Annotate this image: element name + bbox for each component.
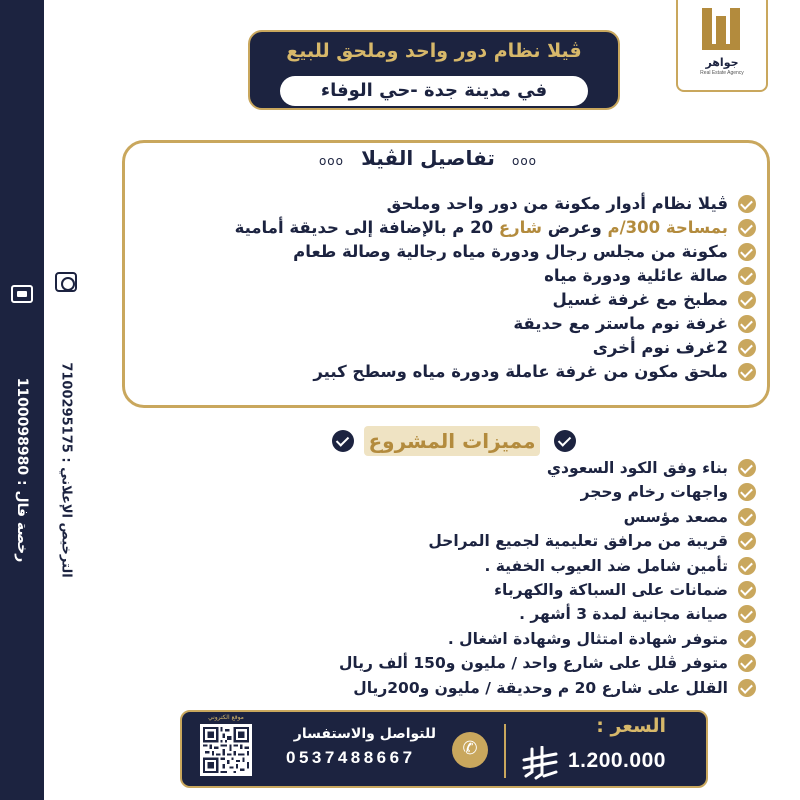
list-item: ملحق مكون من غرفة عاملة ودورة مياه وسطح كبير bbox=[235, 360, 758, 384]
check-icon bbox=[738, 315, 756, 333]
check-icon bbox=[738, 339, 756, 357]
company-logo bbox=[676, 0, 768, 92]
price-contact-footer bbox=[180, 710, 708, 788]
riyal-icon bbox=[522, 746, 558, 780]
footer-divider bbox=[504, 724, 506, 778]
logo-mark-icon bbox=[700, 8, 744, 54]
list-item: تأمين شامل ضد العيوب الخفية . bbox=[339, 554, 758, 578]
list-item: 2غرف نوم أخرى bbox=[235, 336, 758, 360]
list-item: متوفر ڤلل على شارع واحد / مليون و150 ألف ريال bbox=[339, 651, 758, 675]
location-subtitle: في مدينة جدة -حي الوفاء bbox=[280, 76, 588, 106]
list-item: صيانة مجانية لمدة 3 أشهر . bbox=[339, 602, 758, 626]
check-icon bbox=[738, 291, 756, 309]
ad-license-text: الترخيص الإعلاني : 7100295175 bbox=[58, 362, 74, 578]
details-heading-text: تفاصيل الڤيلا bbox=[361, 146, 495, 170]
phone-icon[interactable] bbox=[452, 732, 488, 768]
check-circle-icon bbox=[332, 430, 354, 452]
check-icon bbox=[738, 195, 756, 213]
check-icon bbox=[738, 581, 756, 599]
check-icon bbox=[738, 679, 756, 697]
logo-subtitle: Real Estate Agency bbox=[700, 70, 744, 76]
page-title: ڤيلا نظام دور واحد وملحق للبيع bbox=[286, 40, 582, 62]
id-card-icon bbox=[11, 285, 33, 303]
features-list bbox=[339, 456, 758, 700]
check-icon bbox=[738, 532, 756, 550]
list-item: صالة عائلية ودورة مياه bbox=[235, 264, 758, 288]
list-item: القلل على شارع 20 م وحديقة / مليون و200ريال bbox=[339, 676, 758, 700]
check-icon bbox=[738, 219, 756, 237]
check-icon bbox=[738, 557, 756, 575]
check-icon bbox=[738, 459, 756, 477]
decor-dots-icon: ooo bbox=[512, 154, 538, 168]
title-banner bbox=[248, 30, 620, 110]
list-item: قريبة من مرافق تعليمية لجميع المراحل bbox=[339, 529, 758, 553]
check-icon bbox=[738, 654, 756, 672]
list-item: غرفة نوم ماستر مع حديقة bbox=[235, 312, 758, 336]
check-icon bbox=[738, 243, 756, 261]
logo-name: جواهر bbox=[705, 56, 739, 69]
list-item: مصعد مؤسس bbox=[339, 505, 758, 529]
list-item: بمساحة 300/م وعرض شارع 20 م بالإضافة إلى حديقة أمامية bbox=[235, 216, 758, 240]
license-badge-icon bbox=[55, 272, 77, 292]
list-item: ضمانات على السباكة والكهرباء bbox=[339, 578, 758, 602]
qr-code-icon[interactable] bbox=[200, 724, 252, 776]
price-value: 1.200.000 bbox=[568, 749, 666, 772]
contact-label: للتواصل والاستفسار bbox=[293, 726, 436, 742]
price-label: السعر : bbox=[596, 715, 666, 737]
list-item: مطبخ مع غرفة غسيل bbox=[235, 288, 758, 312]
details-heading bbox=[296, 146, 560, 174]
list-item: واجهات رخام وحجر bbox=[339, 480, 758, 504]
check-icon bbox=[738, 483, 756, 501]
check-circle-icon bbox=[554, 430, 576, 452]
features-header bbox=[330, 424, 580, 458]
check-icon bbox=[738, 508, 756, 526]
check-icon bbox=[738, 363, 756, 381]
qr-label: موقع الكتروني bbox=[208, 714, 244, 721]
decor-dots-icon: ooo bbox=[318, 154, 344, 168]
list-item: متوفر شهادة امتثال وشهادة اشغال . bbox=[339, 627, 758, 651]
check-icon bbox=[738, 267, 756, 285]
list-item: مكونة من مجلس رجال ودورة مياه رجالية وصالة طعام bbox=[235, 240, 758, 264]
list-item: بناء وفق الكود السعودي bbox=[339, 456, 758, 480]
contact-phone-number[interactable]: 0537488667 bbox=[286, 748, 416, 767]
check-icon bbox=[738, 605, 756, 623]
fal-license-text: رخصة فال : 1100098980 bbox=[14, 377, 30, 563]
villa-details-list bbox=[235, 192, 758, 384]
check-icon bbox=[738, 630, 756, 648]
list-item: ڤيلا نظام أدوار مكونة من دور واحد وملحق bbox=[235, 192, 758, 216]
features-heading: مميزات المشروع bbox=[364, 426, 540, 456]
